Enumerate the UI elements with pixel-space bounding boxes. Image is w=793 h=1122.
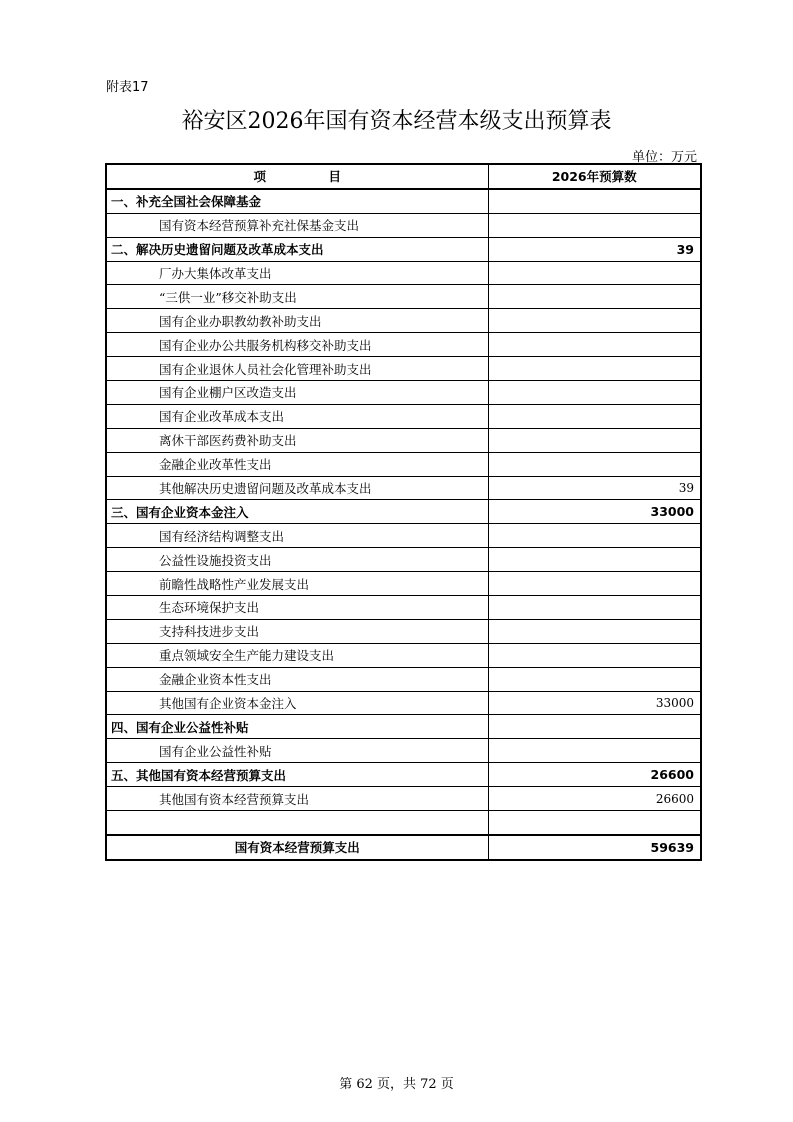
row-value — [488, 189, 701, 213]
table-row — [106, 428, 701, 452]
table-row — [106, 572, 701, 596]
row-value: 26600 — [488, 763, 701, 787]
blank-row — [106, 811, 701, 835]
row-name: 厂办大集体改革支出 — [106, 261, 488, 285]
row-name: 国有企业公益性补贴 — [106, 739, 488, 763]
table-row — [106, 404, 701, 428]
total-row — [106, 835, 701, 860]
row-value — [488, 667, 701, 691]
row-value — [488, 213, 701, 237]
table-row — [106, 548, 701, 572]
row-name: 前瞻性战略性产业发展支出 — [106, 572, 488, 596]
row-name: 一、补充全国社会保障基金 — [106, 189, 488, 213]
table-row — [106, 381, 701, 405]
row-name: 生态环境保护支出 — [106, 596, 488, 620]
table-row — [106, 261, 701, 285]
row-value — [488, 811, 701, 835]
table-row — [106, 739, 701, 763]
attachment-label: 附表17 — [106, 80, 149, 95]
table-row — [106, 452, 701, 476]
table-row — [106, 667, 701, 691]
row-value — [488, 643, 701, 667]
row-name: 二、解决历史遗留问题及改革成本支出 — [106, 237, 488, 261]
row-name — [106, 811, 488, 835]
row-name: 其他国有企业资本金注入 — [106, 691, 488, 715]
row-name: 其他解决历史遗留问题及改革成本支出 — [106, 476, 488, 500]
table-row — [106, 787, 701, 811]
row-value: 33000 — [488, 691, 701, 715]
row-name: 国有企业棚户区改造支出 — [106, 381, 488, 405]
row-name: 国有企业退休人员社会化管理补助支出 — [106, 357, 488, 381]
table-row — [106, 476, 701, 500]
table-header-row — [106, 164, 701, 189]
row-name: 国有资本经营预算补充社保基金支出 — [106, 213, 488, 237]
row-value — [488, 572, 701, 596]
row-value — [488, 715, 701, 739]
table-row — [106, 524, 701, 548]
table-row — [106, 596, 701, 620]
table-row — [106, 619, 701, 643]
row-value — [488, 261, 701, 285]
unit-label: 单位：万元 — [631, 150, 697, 165]
row-value — [488, 548, 701, 572]
row-value — [488, 739, 701, 763]
row-name: 离休干部医药费补助支出 — [106, 428, 488, 452]
header-amount: 2026年预算数 — [488, 164, 701, 189]
table-row — [106, 357, 701, 381]
table-row — [106, 285, 701, 309]
row-name: 公益性设施投资支出 — [106, 548, 488, 572]
row-name: 支持科技进步支出 — [106, 619, 488, 643]
row-value: 33000 — [488, 500, 701, 524]
total-name: 国有资本经营预算支出 — [106, 835, 488, 860]
budget-table — [105, 163, 702, 861]
row-name: 金融企业改革性支出 — [106, 452, 488, 476]
row-name: 国有企业办职教幼教补助支出 — [106, 309, 488, 333]
row-value — [488, 333, 701, 357]
row-name: “三供一业”移交补助支出 — [106, 285, 488, 309]
page-title: 裕安区2026年国有资本经营本级支出预算表 — [181, 109, 612, 134]
table-row — [106, 213, 701, 237]
section-row — [106, 500, 701, 524]
row-name: 三、国有企业资本金注入 — [106, 500, 488, 524]
row-name: 重点领域安全生产能力建设支出 — [106, 643, 488, 667]
row-name: 四、国有企业公益性补贴 — [106, 715, 488, 739]
row-value — [488, 524, 701, 548]
budget-table-body — [106, 164, 701, 860]
row-name: 国有企业办公共服务机构移交补助支出 — [106, 333, 488, 357]
row-name: 国有企业改革成本支出 — [106, 404, 488, 428]
total-value: 59639 — [488, 835, 701, 860]
row-value — [488, 619, 701, 643]
row-value: 26600 — [488, 787, 701, 811]
row-name: 国有经济结构调整支出 — [106, 524, 488, 548]
section-row — [106, 763, 701, 787]
row-value — [488, 452, 701, 476]
row-value — [488, 285, 701, 309]
page-footer: 第 62 页，共 72 页 — [339, 1077, 454, 1092]
row-name: 金融企业资本性支出 — [106, 667, 488, 691]
row-name: 其他国有资本经营预算支出 — [106, 787, 488, 811]
row-name: 五、其他国有资本经营预算支出 — [106, 763, 488, 787]
row-value — [488, 404, 701, 428]
section-row — [106, 237, 701, 261]
table-row — [106, 333, 701, 357]
row-value — [488, 428, 701, 452]
section-row — [106, 189, 701, 213]
header-item: 项 目 — [106, 164, 488, 189]
section-row — [106, 715, 701, 739]
row-value: 39 — [488, 476, 701, 500]
row-value: 39 — [488, 237, 701, 261]
row-value — [488, 596, 701, 620]
table-row — [106, 309, 701, 333]
table-row — [106, 691, 701, 715]
row-value — [488, 381, 701, 405]
row-value — [488, 309, 701, 333]
table-row — [106, 643, 701, 667]
row-value — [488, 357, 701, 381]
